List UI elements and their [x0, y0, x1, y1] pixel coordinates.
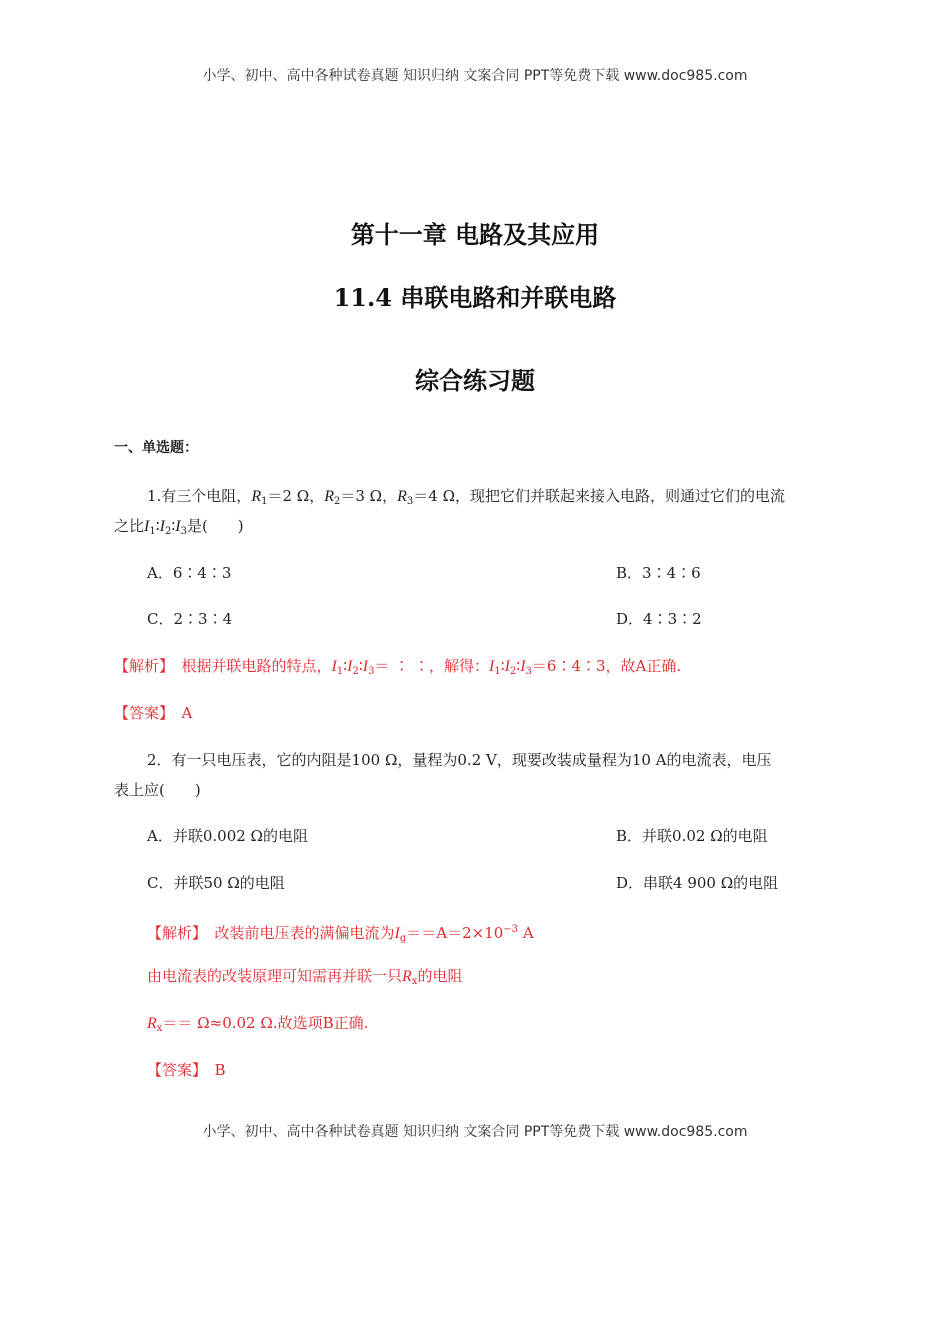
math-symbol: I: [362, 658, 369, 675]
math-index: 3: [406, 496, 414, 507]
math-index: 2: [509, 666, 517, 677]
text-segment: 【解析】 改装前电压表的满偏电流为: [147, 924, 395, 942]
text-segment: ＝＝A＝2×10: [406, 924, 504, 942]
text-segment: ∶: [358, 657, 363, 675]
math-index: 2: [164, 526, 172, 537]
q1-stem-line1: [147, 486, 785, 512]
text-segment: ＝ ∶ ∶，解得：: [374, 657, 489, 675]
math-index: x: [411, 976, 418, 987]
q1-option-c: C．2∶3∶4: [147, 610, 233, 628]
q1-analysis: [114, 656, 681, 682]
text-segment: ∶: [171, 517, 176, 535]
text-segment: ∶: [155, 517, 160, 535]
math-symbol: I: [331, 658, 337, 675]
q2-stem-line1: 2．有一只电压表，它的内阻是100 Ω，量程为0.2 V，现要改装成量程为10 A的电流表，电压: [147, 751, 772, 769]
q2-option-d: D．串联4 900 Ω的电阻: [616, 874, 779, 892]
text-segment: 之比: [114, 517, 145, 535]
q2-analysis-line1: [147, 920, 534, 949]
math-index: 1: [149, 526, 156, 537]
text-segment: 由电流表的改装原理可知需再并联一只: [147, 967, 403, 985]
text-segment: ＝2 Ω，: [267, 487, 325, 505]
math-index: 1: [336, 666, 344, 677]
q1-option-b: B．3∶4∶6: [616, 564, 701, 582]
math-symbol: I: [394, 925, 400, 942]
text-segment: ＝3 Ω，: [340, 487, 398, 505]
section-title: 11.4 串联电路和并联电路: [333, 283, 617, 312]
text-segment: 【解析】 根据并联电路的特点，: [114, 657, 332, 675]
math-index: 1: [261, 496, 268, 507]
q1-option-a: A．6∶4∶3: [147, 564, 232, 582]
math-symbol: R: [251, 488, 262, 505]
math-index: 3: [180, 526, 187, 537]
math-symbol: I: [144, 518, 150, 535]
text-segment: ＝4 Ω，现把它们并联起来接入电路，则通过它们的电流: [413, 487, 786, 505]
text-segment: ∶: [343, 657, 348, 675]
math-symbol: I: [175, 518, 181, 535]
page-footer: 小学、初中、高中各种试卷真题 知识归纳 文案合同 PPT等免费下载 www.doc985.com: [202, 1124, 748, 1140]
q1-option-d: D．4∶3∶2: [616, 610, 702, 628]
math-symbol: I: [488, 658, 495, 675]
section-heading: 一、单选题：: [114, 440, 198, 456]
q1-answer: 【答案】 A: [114, 704, 193, 722]
math-symbol: I: [347, 658, 353, 675]
math-symbol: I: [520, 658, 526, 675]
math-index: 3: [525, 666, 532, 677]
math-symbol: R: [147, 1015, 157, 1032]
math-symbol: R: [324, 488, 334, 505]
math-symbol: I: [504, 658, 510, 675]
q2-stem-line2: 表上应( ): [114, 781, 201, 799]
math-symbol: R: [397, 488, 407, 505]
text-segment: 是( ): [186, 517, 244, 535]
math-index: x: [156, 1023, 163, 1034]
math-index: g: [399, 933, 407, 944]
page-header: 小学、初中、高中各种试卷真题 知识归纳 文案合同 PPT等免费下载 www.doc985.com: [202, 68, 748, 84]
q2-option-c: C．并联50 Ω的电阻: [147, 874, 285, 892]
math-index: 2: [352, 666, 359, 677]
math-symbol: R: [402, 968, 412, 985]
q2-option-a: A．并联0.002 Ω的电阻: [147, 827, 308, 845]
text-segment: 的电阻: [417, 967, 463, 985]
math-index: 3: [368, 666, 375, 677]
q2-option-b: B．并联0.02 Ω的电阻: [616, 827, 768, 845]
text-segment: ∶: [500, 657, 505, 675]
q2-answer: 【答案】 B: [147, 1061, 226, 1079]
q2-analysis-line2: [147, 966, 462, 992]
text-segment: 1.有三个电阻，: [147, 487, 252, 505]
math-index: 2: [334, 496, 341, 507]
math-index: 1: [494, 666, 501, 677]
text-segment: A: [518, 924, 534, 942]
text-segment: ∶: [516, 657, 521, 675]
math-index: −3: [503, 924, 519, 935]
q2-analysis-line3: [147, 1013, 368, 1039]
chapter-title: 第十一章 电路及其应用: [350, 220, 600, 249]
math-symbol: I: [159, 518, 165, 535]
q1-stem-line2: [114, 516, 244, 542]
text-segment: ＝＝ Ω≈0.02 Ω.故选项B正确.: [162, 1014, 369, 1032]
text-segment: ＝6∶4∶3，故A正确.: [531, 657, 682, 675]
exercise-title: 综合练习题: [415, 366, 535, 395]
